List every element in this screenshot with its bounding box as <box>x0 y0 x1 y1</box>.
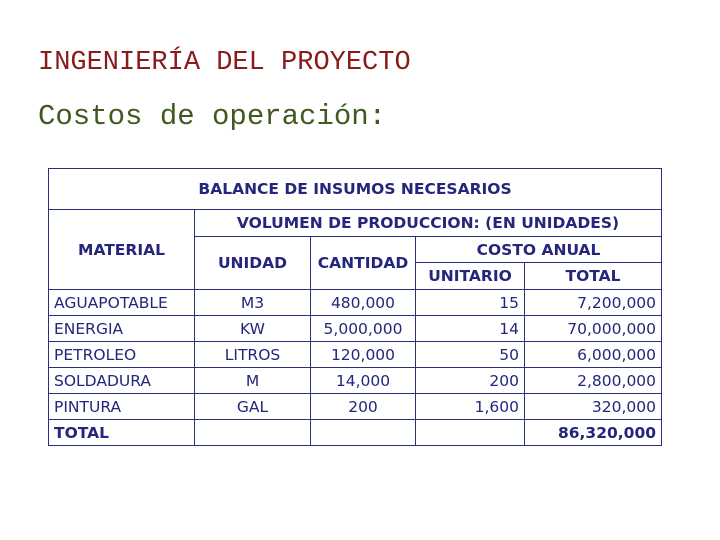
total-cost-header: TOTAL <box>525 263 662 290</box>
quantity-cell: 200 <box>311 394 416 420</box>
table-title-row <box>49 169 662 210</box>
table-row <box>49 394 662 420</box>
unit-cell: M <box>195 368 311 394</box>
total-cell: 6,000,000 <box>525 342 662 368</box>
total-row <box>49 420 662 446</box>
material-cell: ENERGIA <box>49 316 195 342</box>
unit-header: UNIDAD <box>195 237 311 290</box>
supplies-balance-table <box>48 168 662 446</box>
total-cell: 320,000 <box>525 394 662 420</box>
unit-cell: LITROS <box>195 342 311 368</box>
header-row-1 <box>49 210 662 237</box>
quantity-header: CANTIDAD <box>311 237 416 290</box>
material-cell: AGUAPOTABLE <box>49 290 195 316</box>
table-row <box>49 316 662 342</box>
material-cell: PETROLEO <box>49 342 195 368</box>
material-cell: PINTURA <box>49 394 195 420</box>
page-subtitle: Costos de operación: <box>38 100 387 133</box>
volume-header: VOLUMEN DE PRODUCCION: (EN UNIDADES) <box>195 210 662 237</box>
table-row <box>49 368 662 394</box>
empty-cell <box>195 420 311 446</box>
table-row <box>49 290 662 316</box>
unit-cost-cell: 1,600 <box>416 394 525 420</box>
annual-cost-header: COSTO ANUAL <box>416 237 662 263</box>
quantity-cell: 480,000 <box>311 290 416 316</box>
grand-total-value: 86,320,000 <box>525 420 662 446</box>
unit-cell: M3 <box>195 290 311 316</box>
total-cell: 70,000,000 <box>525 316 662 342</box>
unit-cell: KW <box>195 316 311 342</box>
material-cell: SOLDADURA <box>49 368 195 394</box>
unit-cost-cell: 200 <box>416 368 525 394</box>
unit-cell: GAL <box>195 394 311 420</box>
total-label: TOTAL <box>49 420 195 446</box>
total-cell: 7,200,000 <box>525 290 662 316</box>
table-title: BALANCE DE INSUMOS NECESARIOS <box>49 169 662 210</box>
unit-cost-cell: 15 <box>416 290 525 316</box>
material-header: MATERIAL <box>49 210 195 290</box>
unit-cost-cell: 14 <box>416 316 525 342</box>
unit-cost-header: UNITARIO <box>416 263 525 290</box>
table-row <box>49 342 662 368</box>
quantity-cell: 120,000 <box>311 342 416 368</box>
empty-cell <box>311 420 416 446</box>
quantity-cell: 14,000 <box>311 368 416 394</box>
empty-cell <box>416 420 525 446</box>
quantity-cell: 5,000,000 <box>311 316 416 342</box>
unit-cost-cell: 50 <box>416 342 525 368</box>
page-title: INGENIERÍA DEL PROYECTO <box>38 48 411 78</box>
total-cell: 2,800,000 <box>525 368 662 394</box>
